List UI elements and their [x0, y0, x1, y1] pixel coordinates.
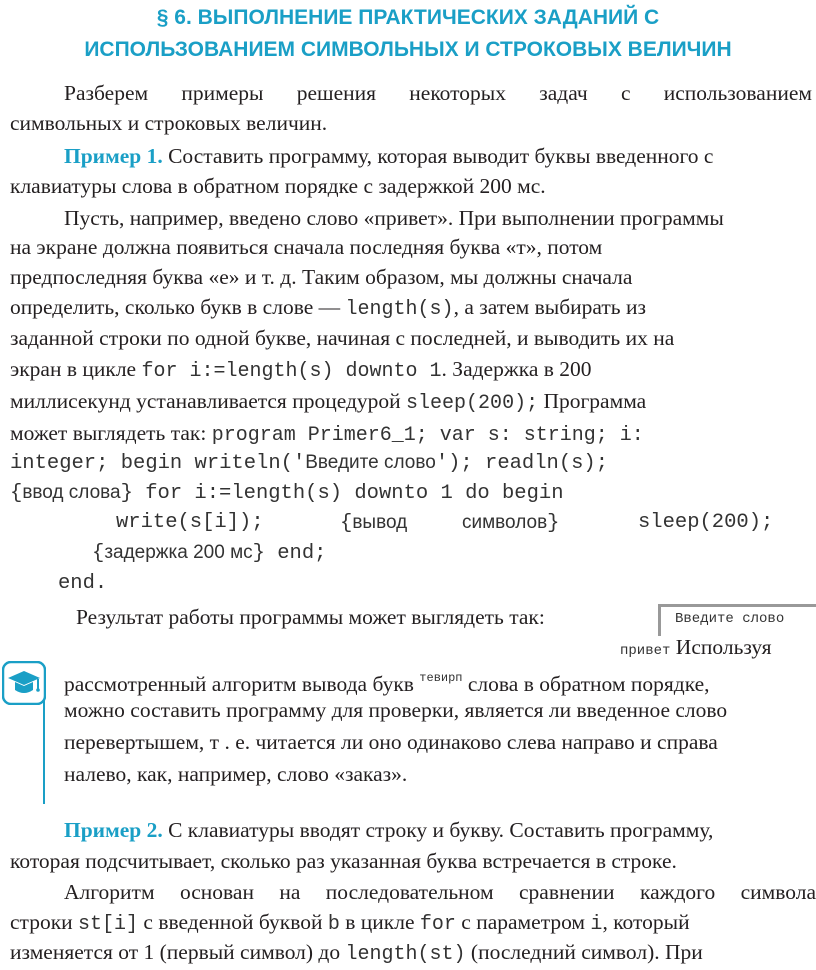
code-st-i: st[i] — [78, 913, 139, 936]
para3-line-1 — [64, 663, 710, 699]
example1-line-1 — [64, 141, 713, 171]
para4-l3b: (последний символ). При — [465, 940, 703, 964]
code-3b: { — [340, 512, 353, 535]
para2-line-8 — [10, 418, 644, 451]
code-2b: ввод слова — [22, 482, 121, 503]
code-b: b — [327, 913, 340, 936]
para3-l1-text: рассмотренный алгоритм вывода букв — [64, 672, 420, 696]
code-1a: integer; begin writeln(' — [10, 452, 306, 475]
code-4a: { — [92, 542, 105, 565]
code-program-header: program Primer6_1; var s: string; i: — [211, 424, 644, 447]
para4-l2a: строки — [10, 910, 79, 934]
example1-text: Составить программу, которая выводит буквы введенного с — [162, 144, 714, 168]
code-length-st: length(st) — [345, 943, 466, 966]
para2-line-1: Пусть, например, введено слово «привет». При выполнении программы — [64, 206, 724, 230]
code-3d: символов — [462, 512, 548, 533]
code-line-4 — [92, 538, 326, 569]
code-1b: Введите слово — [305, 452, 436, 473]
example2-line-2: которая подсчитывает, сколько раз указанная буква встречается в строке. — [10, 849, 677, 873]
screen-line-2: привет — [620, 643, 671, 659]
code-line-3b — [340, 508, 407, 539]
code-line-1 — [10, 448, 608, 479]
para2-l6-text: экран в цикле — [10, 357, 142, 381]
heading-line-1: § 6. ВЫПОЛНЕНИЕ ПРАКТИЧЕСКИХ ЗАДАНИЙ С — [156, 6, 660, 29]
para2-l7-text: миллисекунд устанавливается процедурой — [10, 389, 407, 413]
para4-l3a: изменяется от 1 (первый символ) до — [10, 940, 346, 964]
para2-l8-text: может выглядеть так: — [10, 421, 212, 445]
intro-line-1: Разберем примеры решения некоторых задач с использованием — [64, 81, 812, 105]
code-sleep: sleep(200); — [406, 392, 539, 415]
example2-line-1 — [64, 815, 713, 845]
example2-text: С клавиатуры вводят строку и букву. Составить программу, — [162, 818, 714, 842]
code-2a: { — [10, 482, 23, 505]
para3-line-4: налево, как, например, слово «заказ». — [64, 762, 408, 786]
code-4c: } end; — [252, 542, 327, 565]
code-4b: задержка 200 мс — [104, 542, 253, 563]
code-length-s: length(s) — [345, 298, 454, 321]
para2-line-5: заданной строки по одной букве, начиная с последней, и выводить их на — [10, 326, 675, 350]
example2-label: Пример 2. — [64, 818, 163, 842]
code-1c: '); readln(s); — [435, 452, 609, 475]
para4-line-3 — [10, 937, 703, 970]
para4-l2e: , который — [602, 910, 690, 934]
code-line-3c — [462, 508, 559, 539]
code-3e: } — [547, 512, 560, 535]
reversed-word: тевирп — [419, 671, 463, 685]
para4-line-1: Алгоритм основан на последовательном сравнении каждого символа — [64, 880, 816, 904]
code-line-2 — [10, 478, 564, 509]
para4-l2b: с введенной буквой — [138, 910, 328, 934]
code-for: for — [419, 913, 456, 936]
para3-line-2: можно составить программу для проверки, является ли введенное слово — [64, 698, 728, 722]
code-3c: вывод — [352, 512, 408, 533]
para2-l6-text-b: . Задержка в 200 — [441, 357, 592, 381]
screen-line-1: Введите слово — [675, 611, 785, 627]
graduation-cap-icon — [2, 661, 46, 705]
result-text: Результат работы программы может выглядеть так: — [76, 605, 545, 629]
code-line-3a: write(s[i]); — [116, 511, 264, 534]
code-2c: } for i:=length(s) downto 1 do begin — [120, 482, 564, 505]
result-using: Используя — [675, 635, 772, 659]
para4-l2d: с параметром — [455, 910, 591, 934]
intro-line-2: символьных и строковых величин. — [10, 111, 328, 135]
example1-label: Пример 1. — [64, 144, 163, 168]
para2-line-4 — [10, 292, 646, 325]
para4-l2c: в цикле — [339, 910, 420, 934]
heading-line-2: ИСПОЛЬЗОВАНИЕМ СИМВОЛЬНЫХ И СТРОКОВЫХ ВЕЛИЧИН — [84, 38, 732, 61]
para3-line-3: перевертышем, т . е. читается ли оно одинаково слева направо и справа — [64, 730, 718, 754]
para2-l4-text: определить, сколько букв в слове — — [10, 295, 346, 319]
para2-line-2: на экране должна появиться сначала последняя буква «т», потом — [10, 235, 603, 259]
code-i: i — [590, 913, 603, 936]
para2-line-3: предпоследняя буква «е» и т. д. Таким образом, мы должны сначала — [10, 265, 633, 289]
code-line-3d: sleep(200); — [638, 511, 774, 534]
example1-line-2: клавиатуры слова в обратном порядке с задержкой 200 мс. — [10, 174, 546, 198]
para2-l7-text-b: Программа — [538, 389, 647, 413]
para2-l4-text-b: , а затем выбирать из — [453, 295, 646, 319]
result-line-2 — [620, 632, 772, 666]
code-line-5: end. — [58, 572, 108, 595]
code-for-loop: for i:=length(s) downto 1 — [141, 360, 442, 383]
margin-rule — [43, 700, 45, 804]
para3-l1-text-b: слова в обратном порядке, — [462, 672, 710, 696]
para4-line-2 — [10, 907, 690, 940]
para2-line-6 — [10, 354, 592, 387]
para2-line-7 — [10, 386, 646, 419]
